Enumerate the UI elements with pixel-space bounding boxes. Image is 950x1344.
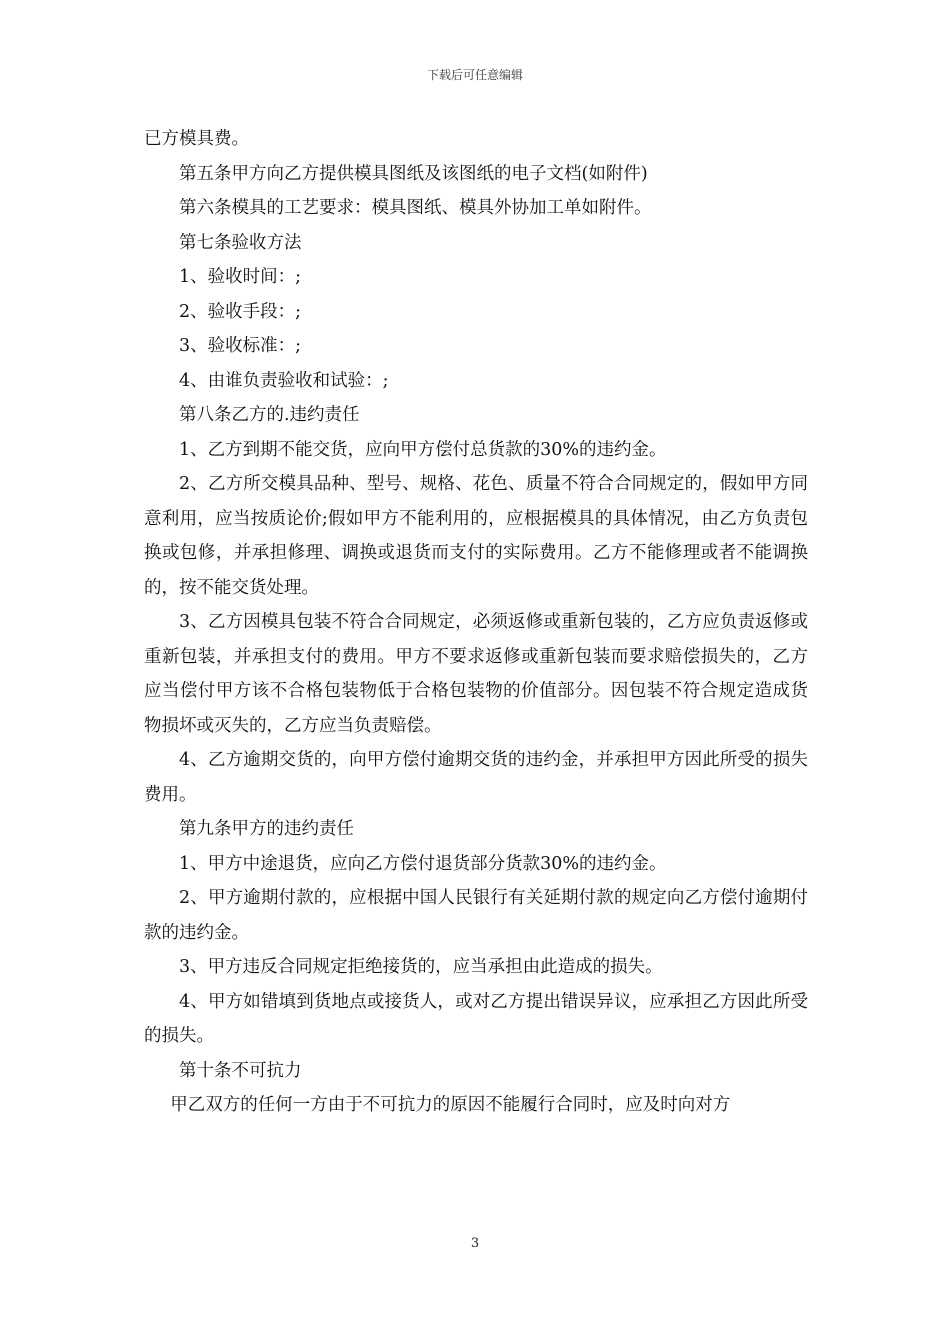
paragraph: 甲乙双方的任何一方由于不可抗力的原因不能履行合同时，应及时向对方 (170, 1095, 731, 1115)
list-item: 2、验收手段：; (179, 301, 302, 322)
clause-7-heading: 第七条验收方法 (179, 232, 302, 253)
list-item: 1、甲方中途退货，应向乙方偿付退货部分货款30%的违约金。 (179, 853, 667, 874)
paragraph: 已方模具费。 (144, 129, 249, 149)
clause-8-heading: 第八条乙方的.违约责任 (179, 405, 360, 425)
document-body (144, 122, 808, 1123)
clause-9-heading: 第九条甲方的违约责任 (179, 819, 354, 839)
list-item: 4、甲方如错填到货地点或接货人，或对乙方提出错误异议，应承担乙方因此所受的损失。 (144, 991, 808, 1046)
list-item: 3、甲方违反合同规定拒绝接货的，应当承担由此造成的损失。 (179, 957, 663, 977)
list-item: 1、验收时间：; (179, 267, 302, 287)
page-number: 3 (470, 1236, 480, 1251)
list-item: 3、乙方因模具包装不符合合同规定，必须返修或重新包装的，乙方应负责返修或重新包装，并承担支付的费用。甲方不要求返修或重新包装而要求赔偿损失的，乙方应当偿付甲方该不合格包装物低于合格包装物的价值部分。因包装不符合规定造成货物损坏或灭失的，乙方应当负责赔偿。 (144, 612, 808, 736)
list-item: 4、乙方逾期交货的，向甲方偿付逾期交货的违约金，并承担甲方因此所受的损失费用。 (144, 750, 808, 805)
clause-5: 第五条甲方向乙方提供模具图纸及该图纸的电子文档(如附件) (179, 163, 648, 184)
list-item: 4、由谁负责验收和试验：; (179, 370, 389, 391)
list-item: 1、乙方到期不能交货，应向甲方偿付总货款的30%的违约金。 (179, 439, 667, 460)
clause-10-heading: 第十条不可抗力 (179, 1060, 302, 1081)
list-item: 2、乙方所交模具品种、型号、规格、花色、质量不符合合同规定的，假如甲方同意利用，应当按质论价;假如甲方不能利用的，应根据模具的具体情况，由乙方负责包换或包修，并承担修理、调换或退货而支付的实际费用。乙方不能修理或者不能调换的，按不能交货处理。 (144, 474, 808, 598)
list-item: 3、验收标准：; (179, 336, 302, 356)
page-header-note: 下载后可任意编辑 (426, 68, 523, 82)
list-item: 2、甲方逾期付款的，应根据中国人民银行有关延期付款的规定向乙方偿付逾期付款的违约金。 (144, 888, 808, 943)
clause-6: 第六条模具的工艺要求：模具图纸、模具外协加工单如附件。 (179, 198, 652, 218)
